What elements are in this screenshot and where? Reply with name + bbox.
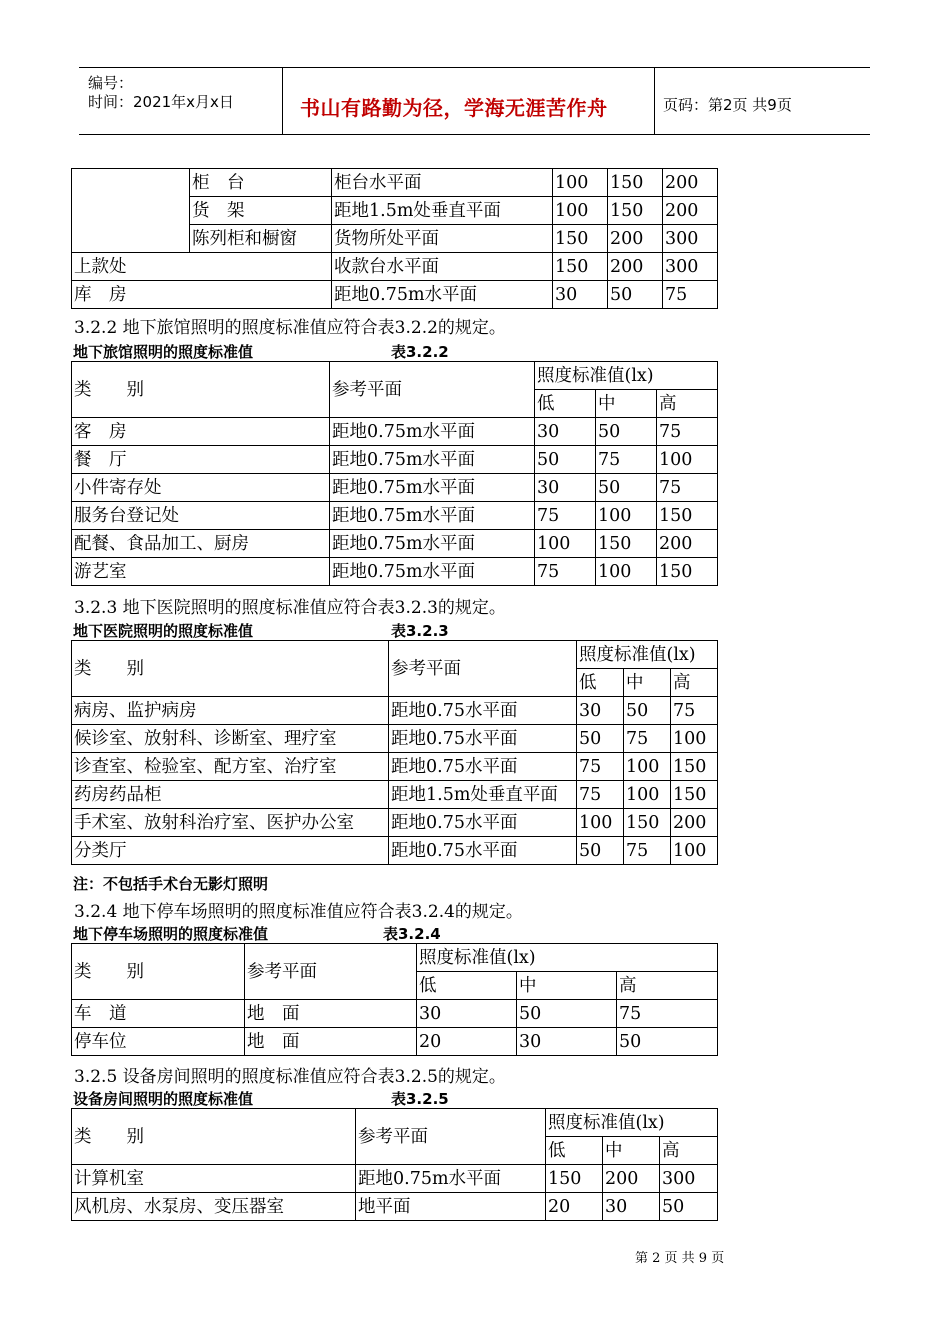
motto: 书山有路勤为径，学海无涯苦作舟: [300, 96, 608, 120]
high-cell: 100: [671, 837, 718, 865]
section-paragraph: 3.2.3 地下医院照明的照度标准值应符合表3.2.3的规定。: [74, 598, 506, 618]
sub-category-cell: 陈列柜和橱窗: [190, 225, 332, 253]
header-standard: 照度标准值(lx): [577, 641, 718, 669]
plane-cell: 距地0.75m水平面: [330, 530, 535, 558]
header-bottom-rule: [79, 134, 870, 135]
category-cell: 病房、监护病房: [72, 697, 389, 725]
table-equipment: [71, 1108, 718, 1221]
high-cell: 150: [671, 781, 718, 809]
table-row: [72, 502, 718, 530]
low-cell: 30: [553, 281, 608, 309]
table-hospital: [71, 640, 718, 865]
page-footer: 第 2 页 共 9 页: [635, 1251, 725, 1266]
mid-cell: 150: [608, 169, 663, 197]
table-row: [72, 725, 718, 753]
header-high: 高: [657, 390, 718, 418]
header-low: 低: [417, 972, 517, 1000]
table-caption: 地下医院照明的照度标准值: [73, 622, 254, 640]
header-divider: [654, 67, 655, 134]
table-number: 表3.2.4: [383, 925, 441, 943]
low-cell: 50: [535, 446, 596, 474]
serial-label: 编号：: [88, 74, 134, 92]
plane-cell: 距地0.75水平面: [389, 837, 577, 865]
table-row: [72, 1165, 718, 1193]
mid-cell: 30: [517, 1028, 617, 1056]
high-cell: 75: [657, 418, 718, 446]
plane-cell: 地 面: [245, 1000, 417, 1028]
category-cell: 计算机室: [72, 1165, 356, 1193]
header-mid: 中: [517, 972, 617, 1000]
low-cell: 75: [535, 502, 596, 530]
table-note: 注：不包括手术台无影灯照明: [73, 875, 269, 893]
plane-cell: 地平面: [356, 1193, 546, 1221]
low-cell: 100: [553, 169, 608, 197]
mid-cell: 100: [596, 502, 657, 530]
mid-cell: 200: [608, 253, 663, 281]
table-row: [72, 781, 718, 809]
section-paragraph: 3.2.4 地下停车场照明的照度标准值应符合表3.2.4的规定。: [74, 902, 523, 922]
low-cell: 75: [535, 558, 596, 586]
category-cell: 分类厅: [72, 837, 389, 865]
header-standard: 照度标准值(lx): [535, 362, 718, 390]
plane-cell: 距地0.75m水平面: [330, 474, 535, 502]
category-cell: [72, 169, 190, 253]
mid-cell: 150: [596, 530, 657, 558]
table-header-row: [72, 1109, 718, 1137]
header-low: 低: [546, 1137, 603, 1165]
mid-cell: 75: [624, 837, 671, 865]
table-row: [72, 753, 718, 781]
low-cell: 20: [546, 1193, 603, 1221]
table-row: [72, 837, 718, 865]
table-caption: 设备房间照明的照度标准值: [73, 1090, 254, 1108]
sub-category-cell: 货 架: [190, 197, 332, 225]
table-parking: [71, 943, 718, 1056]
table-header-row: [72, 641, 718, 669]
mid-cell: 100: [624, 753, 671, 781]
plane-cell: 距地1.5m处垂直平面: [332, 197, 553, 225]
mid-cell: 30: [603, 1193, 660, 1221]
table-number: 表3.2.2: [391, 343, 449, 361]
table-number: 表3.2.3: [391, 622, 449, 640]
plane-cell: 收款台水平面: [332, 253, 553, 281]
plane-cell: 距地0.75m水平面: [330, 502, 535, 530]
table-header-row: [72, 944, 718, 972]
high-cell: 200: [657, 530, 718, 558]
plane-cell: 货物所处平面: [332, 225, 553, 253]
category-cell: 车 道: [72, 1000, 245, 1028]
table-row: [72, 418, 718, 446]
header-plane: 参考平面: [245, 944, 417, 1000]
high-cell: 50: [617, 1028, 718, 1056]
table-row: [72, 474, 718, 502]
low-cell: 75: [577, 781, 624, 809]
plane-cell: 距地0.75m水平面: [332, 281, 553, 309]
category-cell: 手术室、放射科治疗室、医护办公室: [72, 809, 389, 837]
category-cell: 游艺室: [72, 558, 330, 586]
high-cell: 300: [663, 253, 718, 281]
mid-cell: 200: [603, 1165, 660, 1193]
mid-cell: 50: [517, 1000, 617, 1028]
high-cell: 75: [657, 474, 718, 502]
mid-cell: 100: [624, 781, 671, 809]
table-continued: [71, 168, 718, 309]
mid-cell: 75: [596, 446, 657, 474]
header-top-rule: [79, 67, 870, 68]
low-cell: 150: [546, 1165, 603, 1193]
high-cell: 75: [663, 281, 718, 309]
date-label: 时间：2021年x月x日: [88, 93, 234, 111]
table-row: [72, 1028, 718, 1056]
table-row: [72, 558, 718, 586]
header-plane: 参考平面: [389, 641, 577, 697]
high-cell: 100: [657, 446, 718, 474]
mid-cell: 75: [624, 725, 671, 753]
table-number: 表3.2.5: [391, 1090, 449, 1108]
category-cell: 客 房: [72, 418, 330, 446]
header-high: 高: [617, 972, 718, 1000]
table-row: [72, 169, 718, 197]
plane-cell: 距地0.75水平面: [389, 725, 577, 753]
high-cell: 75: [671, 697, 718, 725]
mid-cell: 100: [596, 558, 657, 586]
plane-cell: 柜台水平面: [332, 169, 553, 197]
category-cell: 停车位: [72, 1028, 245, 1056]
header-mid: 中: [624, 669, 671, 697]
table-row: [72, 530, 718, 558]
page-label: 页码：第2页 共9页: [663, 96, 792, 114]
category-cell: 小件寄存处: [72, 474, 330, 502]
high-cell: 50: [660, 1193, 718, 1221]
table-row: [72, 253, 718, 281]
header-category: 类 别: [72, 641, 389, 697]
table-row: [72, 1193, 718, 1221]
table-row: [72, 697, 718, 725]
sub-category-cell: 柜 台: [190, 169, 332, 197]
category-cell: 风机房、水泵房、变压器室: [72, 1193, 356, 1221]
section-paragraph: 3.2.5 设备房间照明的照度标准值应符合表3.2.5的规定。: [74, 1067, 506, 1087]
plane-cell: 距地0.75m水平面: [356, 1165, 546, 1193]
header-high: 高: [671, 669, 718, 697]
table-header-row: [72, 362, 718, 390]
category-cell: 药房药品柜: [72, 781, 389, 809]
low-cell: 20: [417, 1028, 517, 1056]
header-standard: 照度标准值(lx): [546, 1109, 718, 1137]
mid-cell: 50: [624, 697, 671, 725]
low-cell: 150: [553, 253, 608, 281]
header-category: 类 别: [72, 362, 330, 418]
high-cell: 200: [663, 169, 718, 197]
table-row: [72, 281, 718, 309]
section-paragraph: 3.2.2 地下旅馆照明的照度标准值应符合表3.2.2的规定。: [74, 318, 506, 338]
low-cell: 150: [553, 225, 608, 253]
table-hotel: [71, 361, 718, 586]
low-cell: 50: [577, 837, 624, 865]
low-cell: 30: [577, 697, 624, 725]
plane-cell: 地 面: [245, 1028, 417, 1056]
table-row: [72, 446, 718, 474]
mid-cell: 50: [596, 418, 657, 446]
low-cell: 30: [535, 474, 596, 502]
low-cell: 50: [577, 725, 624, 753]
category-cell: 库 房: [72, 281, 332, 309]
plane-cell: 距地0.75m水平面: [330, 558, 535, 586]
category-cell: 服务台登记处: [72, 502, 330, 530]
category-cell: 餐 厅: [72, 446, 330, 474]
plane-cell: 距地0.75水平面: [389, 753, 577, 781]
header-divider: [282, 67, 283, 134]
header-category: 类 别: [72, 1109, 356, 1165]
high-cell: 150: [671, 753, 718, 781]
header-plane: 参考平面: [356, 1109, 546, 1165]
category-cell: 配餐、食品加工、厨房: [72, 530, 330, 558]
table-caption: 地下停车场照明的照度标准值: [73, 925, 269, 943]
header-mid: 中: [596, 390, 657, 418]
category-cell: 候诊室、放射科、诊断室、理疗室: [72, 725, 389, 753]
low-cell: 75: [577, 753, 624, 781]
mid-cell: 150: [608, 197, 663, 225]
high-cell: 100: [671, 725, 718, 753]
header-category: 类 别: [72, 944, 245, 1000]
mid-cell: 200: [608, 225, 663, 253]
high-cell: 150: [657, 502, 718, 530]
low-cell: 100: [535, 530, 596, 558]
low-cell: 30: [417, 1000, 517, 1028]
header-mid: 中: [603, 1137, 660, 1165]
table-caption: 地下旅馆照明的照度标准值: [73, 343, 254, 361]
plane-cell: 距地0.75水平面: [389, 809, 577, 837]
header-high: 高: [660, 1137, 718, 1165]
plane-cell: 距地0.75m水平面: [330, 418, 535, 446]
low-cell: 100: [553, 197, 608, 225]
category-cell: 诊查室、检验室、配方室、治疗室: [72, 753, 389, 781]
header-plane: 参考平面: [330, 362, 535, 418]
plane-cell: 距地0.75水平面: [389, 697, 577, 725]
category-cell: 上款处: [72, 253, 332, 281]
low-cell: 30: [535, 418, 596, 446]
table-row: [72, 809, 718, 837]
plane-cell: 距地0.75m水平面: [330, 446, 535, 474]
high-cell: 300: [660, 1165, 718, 1193]
high-cell: 200: [671, 809, 718, 837]
header-low: 低: [535, 390, 596, 418]
high-cell: 75: [617, 1000, 718, 1028]
header-low: 低: [577, 669, 624, 697]
high-cell: 200: [663, 197, 718, 225]
header-standard: 照度标准值(lx): [417, 944, 718, 972]
table-row: [72, 1000, 718, 1028]
mid-cell: 150: [624, 809, 671, 837]
plane-cell: 距地1.5m处垂直平面: [389, 781, 577, 809]
mid-cell: 50: [608, 281, 663, 309]
low-cell: 100: [577, 809, 624, 837]
high-cell: 150: [657, 558, 718, 586]
high-cell: 300: [663, 225, 718, 253]
mid-cell: 50: [596, 474, 657, 502]
